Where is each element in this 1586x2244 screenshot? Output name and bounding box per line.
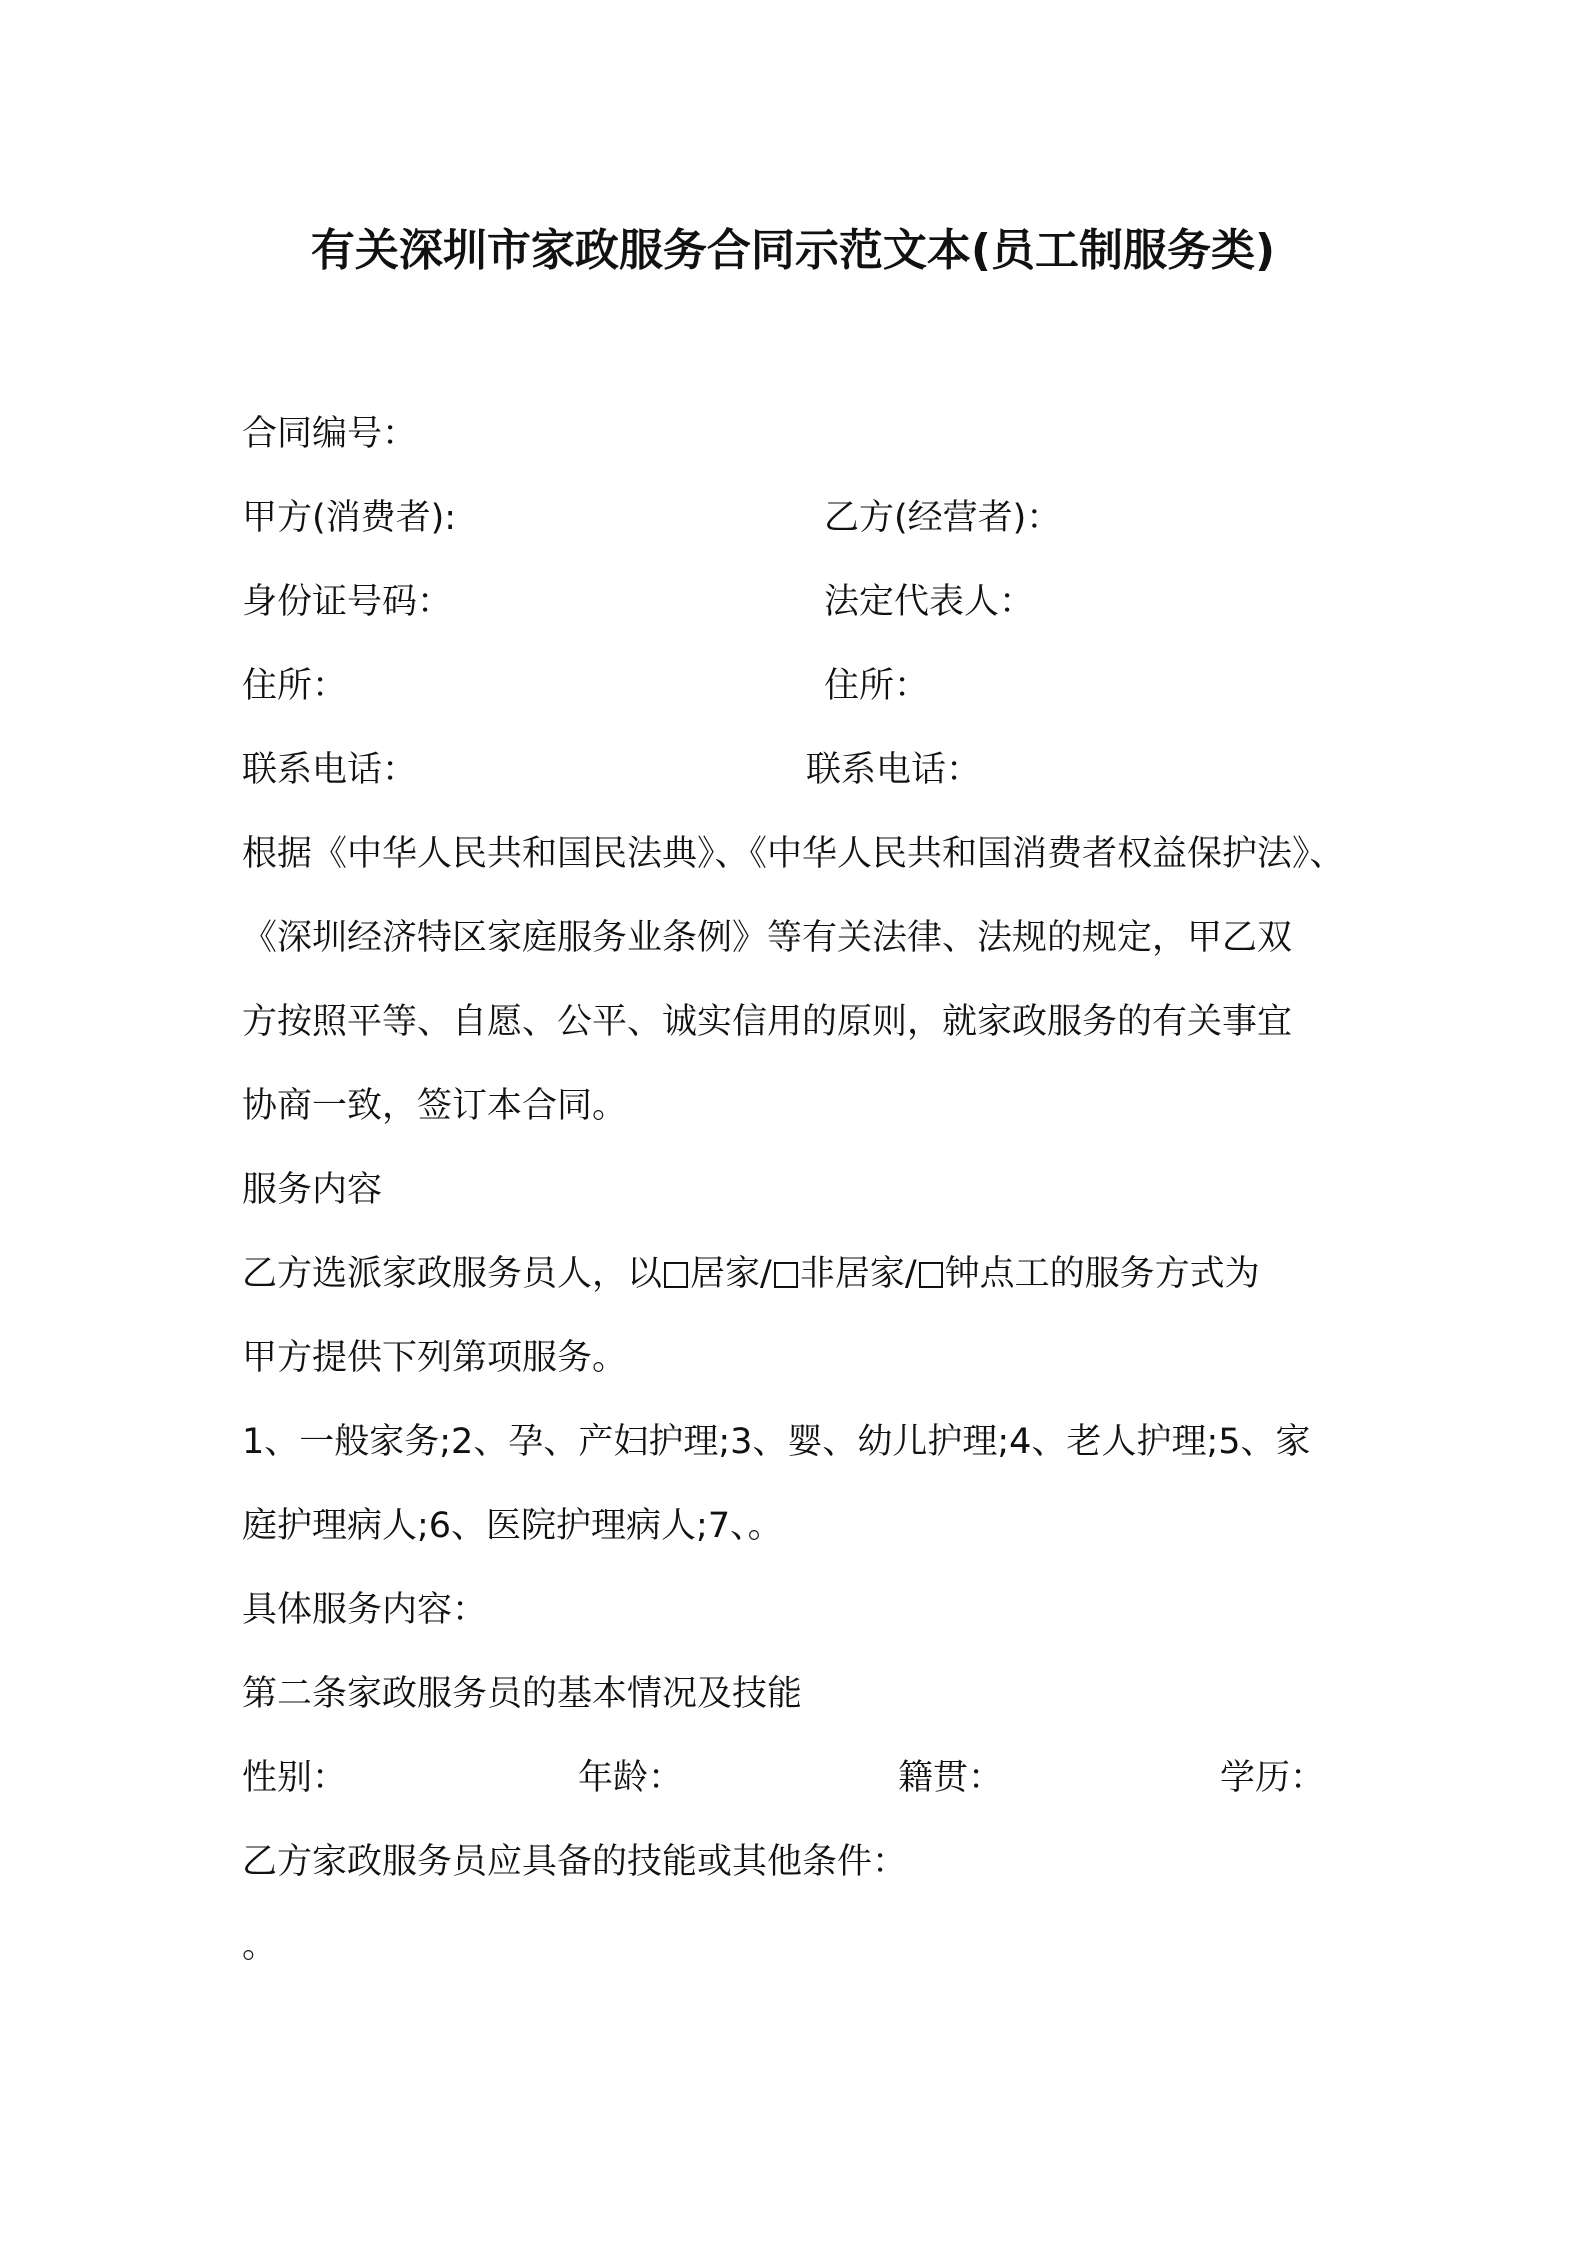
skills-label: 乙方家政服务员应具备的技能或其他条件： [242, 1842, 908, 1882]
non-live-in-checkbox[interactable] [774, 1262, 798, 1288]
service-mode-prefix: 乙方选派家政服务员人，以 [242, 1254, 663, 1294]
worker-origin-label: 籍贯： [898, 1758, 1004, 1798]
worker-education-label: 学历： [1220, 1758, 1326, 1798]
end-mark: 。 [242, 1926, 278, 1966]
page-title: 有关深圳市家政服务合同示范文本(员工制服务类) [310, 225, 1276, 276]
service-mode-line-2: 甲方提供下列第项服务。 [242, 1338, 628, 1378]
preamble-line-4: 协商一致，签订本合同。 [242, 1086, 628, 1126]
worker-gender-label: 性别： [242, 1758, 348, 1798]
party-b-label: 乙方(经营者)： [824, 498, 1062, 538]
live-in-label: 居家/ [690, 1254, 772, 1294]
worker-age-label: 年龄： [578, 1758, 684, 1798]
article-2-heading: 第二条家政服务员的基本情况及技能 [242, 1674, 803, 1714]
hourly-worker-checkbox[interactable] [919, 1262, 943, 1288]
party-a-address-label: 住所： [242, 666, 348, 706]
preamble-line-1: 根据《中华人民共和国民法典》、《中华人民共和国消费者权益保护法》、 [242, 834, 1345, 874]
preamble-line-3: 方按照平等、自愿、公平、诚实信用的原则，就家政服务的有关事宜 [242, 1002, 1293, 1042]
preamble-line-2: 《深圳经济特区家庭服务业条例》等有关法律、法规的规定，甲乙双 [242, 918, 1293, 958]
live-in-checkbox[interactable] [664, 1262, 688, 1288]
party-b-legal-rep-label: 法定代表人： [824, 582, 1035, 622]
party-b-address-label: 住所： [824, 666, 930, 706]
service-mode-line [242, 1252, 1260, 1296]
contract-number-label: 合同编号： [242, 414, 418, 454]
service-items-line-1: 1、一般家务;2、孕、产妇护理;3、婴、幼儿护理;4、老人护理;5、家 [242, 1422, 1311, 1462]
service-heading: 服务内容 [242, 1170, 383, 1210]
party-b-phone-label: 联系电话： [806, 750, 982, 790]
party-a-id-number-label: 身份证号码： [242, 582, 453, 622]
service-items-line-2: 庭护理病人;6、医院护理病人;7、。 [242, 1506, 783, 1546]
non-live-in-label: 非居家/ [799, 1254, 917, 1294]
party-a-label: 甲方(消费者): [242, 498, 457, 538]
specific-content-label: 具体服务内容： [242, 1590, 488, 1630]
party-a-phone-label: 联系电话： [242, 750, 418, 790]
hourly-worker-label: 钟点工的服务方式为 [944, 1254, 1260, 1294]
